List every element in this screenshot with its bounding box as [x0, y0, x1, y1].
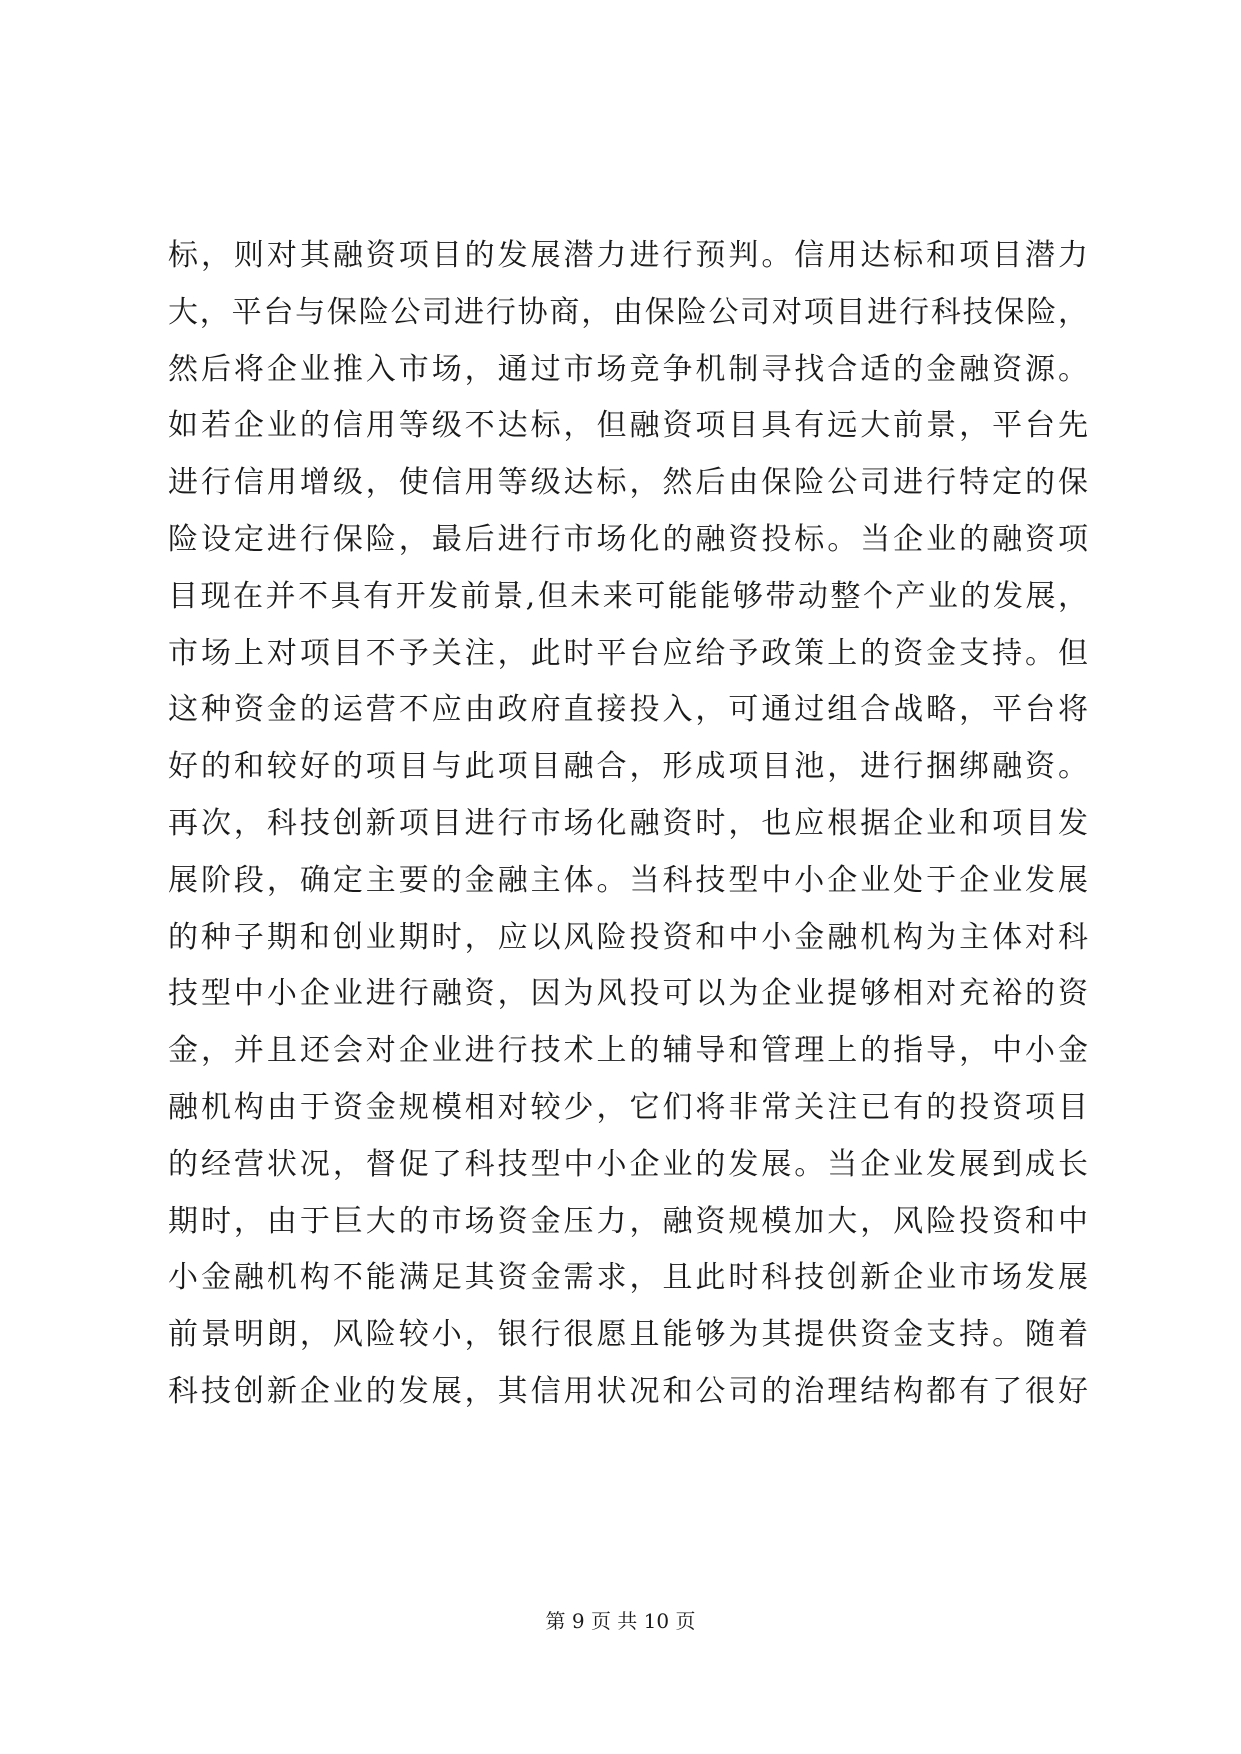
- text-line: 金，并且还会对企业进行技术上的辅导和管理上的指导，中小金: [168, 1033, 1088, 1069]
- text-line: 小金融机构不能满足其资金需求，且此时科技创新企业市场发展: [168, 1260, 1088, 1296]
- text-line: 这种资金的运营不应由政府直接投入，可通过组合战略，平台将: [168, 692, 1088, 728]
- text-line: 大，平台与保险公司进行协商，由保险公司对项目进行科技保险，: [168, 294, 1088, 330]
- text-line: 目现在并不具有开发前景,但未来可能能够带动整个产业的发展，: [168, 578, 1088, 614]
- text-line: 险设定进行保险，最后进行市场化的融资投标。当企业的融资项: [168, 521, 1088, 557]
- text-line: 进行信用增级，使信用等级达标，然后由保险公司进行特定的保: [168, 465, 1088, 501]
- body-paragraph: [168, 228, 1088, 1421]
- page-number-footer: 第 9 页 共 10 页: [545, 1609, 696, 1633]
- text-line: 标，则对其融资项目的发展潜力进行预判。信用达标和项目潜力: [168, 238, 1088, 273]
- text-line: 融机构由于资金规模相对较少，它们将非常关注已有的投资项目: [168, 1089, 1088, 1125]
- text-line: 技型中小企业进行融资，因为风投可以为企业提够相对充裕的资: [168, 976, 1088, 1012]
- text-line: 再次，科技创新项目进行市场化融资时，也应根据企业和项目发: [168, 805, 1088, 841]
- text-line: 如若企业的信用等级不达标，但融资项目具有远大前景，平台先: [168, 408, 1088, 444]
- text-line: 的种子期和创业期时，应以风险投资和中小金融机构为主体对科: [168, 919, 1088, 955]
- text-line: 市场上对项目不予关注，此时平台应给予政策上的资金支持。但: [168, 635, 1088, 671]
- text-line: 好的和较好的项目与此项目融合，形成项目池，进行捆绑融资。: [168, 749, 1088, 785]
- text-line: 前景明朗，风险较小，银行很愿且能够为其提供资金支持。随着: [168, 1317, 1088, 1353]
- text-line: 展阶段，确定主要的金融主体。当科技型中小企业处于企业发展: [168, 862, 1088, 898]
- text-line: 然后将企业推入市场，通过市场竞争机制寻找合适的金融资源。: [168, 351, 1088, 387]
- text-line: 的经营状况，督促了科技型中小企业的发展。当企业发展到成长: [168, 1146, 1088, 1182]
- text-line: 科技创新企业的发展，其信用状况和公司的治理结构都有了很好: [168, 1373, 1088, 1409]
- text-line: 期时，由于巨大的市场资金压力，融资规模加大，风险投资和中: [168, 1203, 1088, 1239]
